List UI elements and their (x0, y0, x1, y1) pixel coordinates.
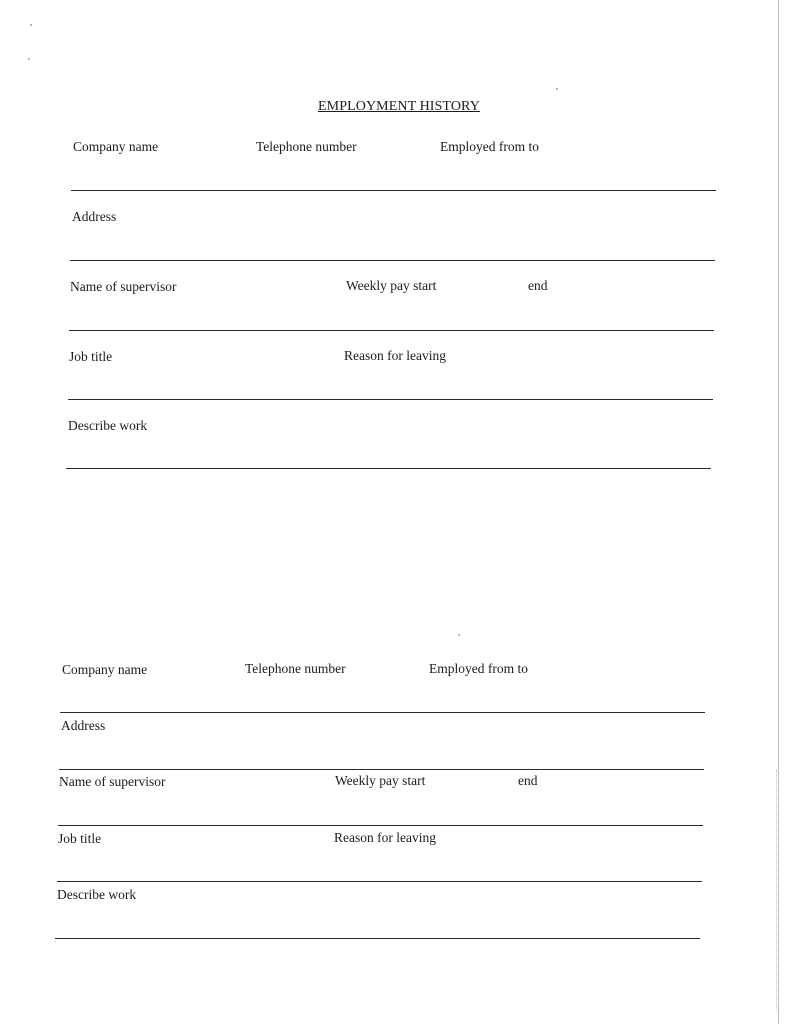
company-name-label: Company name (73, 139, 159, 154)
weekly-pay-start-label: Weekly pay start (346, 278, 437, 293)
scan-speck (28, 58, 30, 60)
job-title-label: Job title (69, 349, 113, 364)
telephone-number-label: Telephone number (245, 661, 346, 676)
supervisor-label: Name of supervisor (70, 279, 177, 294)
address-label: Address (72, 209, 117, 224)
supervisor-line[interactable] (69, 330, 714, 331)
telephone-number-label: Telephone number (256, 139, 357, 154)
describe-work-label: Describe work (68, 418, 148, 433)
reason-for-leaving-label: Reason for leaving (334, 830, 436, 845)
address-label: Address (61, 718, 106, 733)
address-line[interactable] (59, 769, 704, 770)
job-title-label: Job title (58, 831, 102, 846)
describe-work-label: Describe work (57, 887, 137, 902)
form-title: EMPLOYMENT HISTORY (318, 99, 480, 114)
employed-from-to-label: Employed from to (429, 661, 528, 676)
job-title-line[interactable] (68, 399, 713, 400)
address-line[interactable] (70, 260, 715, 261)
company-name-label: Company name (62, 662, 148, 677)
scan-speck (30, 24, 32, 26)
supervisor-line[interactable] (58, 825, 703, 826)
describe-work-line[interactable] (55, 938, 700, 939)
supervisor-label: Name of supervisor (59, 774, 166, 789)
describe-work-line[interactable] (66, 468, 711, 469)
job-title-line[interactable] (57, 881, 702, 882)
weekly-pay-end-label: end (518, 773, 538, 788)
company-line[interactable] (60, 712, 705, 713)
scan-speck (556, 88, 558, 90)
weekly-pay-start-label: Weekly pay start (335, 773, 426, 788)
reason-for-leaving-label: Reason for leaving (344, 348, 446, 363)
scan-speck (458, 634, 460, 636)
weekly-pay-end-label: end (528, 278, 548, 293)
page-edge-line (778, 0, 779, 1024)
company-line[interactable] (71, 190, 716, 191)
employed-from-to-label: Employed from to (440, 139, 539, 154)
page-edge-dotted-line (776, 770, 777, 1010)
